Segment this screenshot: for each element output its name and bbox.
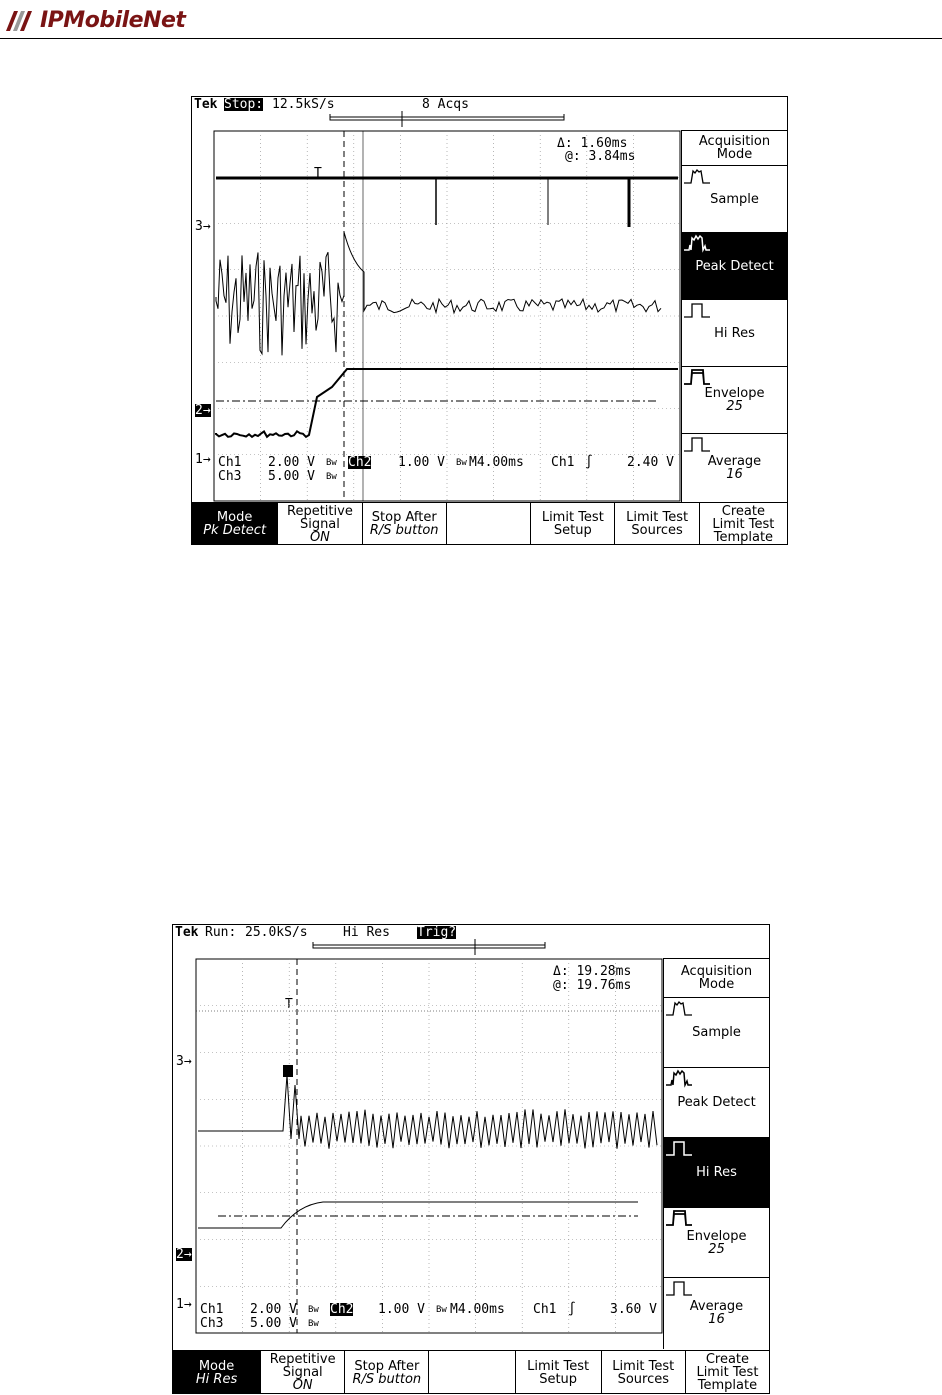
average-icon [664, 1278, 694, 1298]
trigger-level: 3.60 V [610, 1302, 657, 1317]
stop-after-value: R/S button [352, 1371, 422, 1387]
ch2-marker: 2→ [195, 403, 211, 418]
create-label-1: Create [721, 503, 765, 519]
limit-test-setup-button[interactable] [531, 503, 615, 545]
sample-label: Sample [710, 191, 759, 207]
limit-setup-label-2: Setup [553, 523, 592, 538]
ch1-volts: 2.00 V [268, 455, 315, 470]
envelope-icon [664, 1208, 694, 1228]
empty-button[interactable] [429, 1351, 515, 1394]
logo-mark-icon [4, 7, 38, 33]
sample-label: Sample [692, 1025, 741, 1040]
side-menu [663, 958, 769, 1349]
sample-icon [664, 998, 694, 1018]
sample-icon [682, 166, 712, 186]
cursor-delta: Δ: 19.28ms [553, 964, 632, 979]
trigger-level: 2.40 V [627, 455, 674, 470]
header-rule [0, 38, 942, 39]
ch1-trace [198, 1202, 638, 1228]
ch3-label: Ch3 [218, 469, 242, 484]
bottom-menu [192, 502, 787, 545]
ch2-label: Ch2 [348, 455, 372, 470]
limit-setup-label-1: Limit Test [527, 1358, 590, 1374]
hi-res-option[interactable] [664, 1138, 769, 1208]
oscilloscope-screen-1 [191, 96, 788, 545]
create-label-3: Template [697, 1378, 758, 1393]
limit-test-sources-button[interactable] [602, 1351, 686, 1394]
timebase: M4.00ms [450, 1302, 505, 1317]
ch3-label: Ch3 [200, 1316, 224, 1331]
mode-button[interactable] [192, 503, 278, 545]
trigger-source: Ch1 [551, 455, 575, 470]
ch3-volts: 5.00 V [268, 469, 315, 484]
side-menu-title-line2: Mode [698, 977, 735, 992]
ch2-trace [216, 232, 661, 355]
create-template-button[interactable] [700, 503, 787, 545]
mode-button-label: Mode [216, 510, 253, 525]
peak-detect-icon [664, 1068, 694, 1088]
repetitive-label-1: Repetitive [287, 503, 353, 519]
ch2-volts: 1.00 V [398, 455, 445, 470]
ch3-bw-icon: Βw [326, 472, 337, 482]
peak-detect-label: Peak Detect [677, 1095, 756, 1110]
average-label: Average [689, 1299, 744, 1314]
repetitive-label-2: Signal [299, 516, 340, 532]
trigger-tag [283, 1065, 293, 1077]
limit-setup-label-2: Setup [539, 1371, 578, 1387]
ch1-bw-icon: Βw [326, 458, 337, 468]
sample-rate: 25.0kS/s [245, 925, 308, 940]
ch2-label: Ch2 [330, 1302, 354, 1317]
limit-test-setup-button[interactable] [516, 1351, 602, 1394]
hi-res-label: Hi Res [696, 1165, 737, 1180]
mode-button-value: Pk Detect [203, 523, 267, 538]
ch2-marker: 2→ [176, 1247, 192, 1262]
mode-button-label: Mode [198, 1358, 235, 1374]
trigger-slope-icon: ∫ [585, 455, 593, 470]
repetitive-value: ON [292, 1378, 313, 1393]
sample-option[interactable] [682, 166, 787, 233]
side-menu-title-line1: Acquisition [698, 134, 771, 149]
peak-detect-label: Peak Detect [695, 258, 774, 274]
hi-res-label: Hi Res [714, 325, 755, 341]
ch3-bw-icon: Βw [308, 1319, 319, 1329]
timebase: M4.00ms [469, 455, 524, 470]
trigger-status: Trig? [417, 925, 457, 940]
acq-mode: Hi Res [343, 925, 390, 940]
repetitive-label-2: Signal [282, 1365, 323, 1380]
envelope-option[interactable] [664, 1208, 769, 1278]
envelope-count: 25 [708, 1241, 725, 1257]
side-menu-title-line1: Acquisition [680, 964, 753, 979]
create-label-2: Limit Test [712, 516, 775, 532]
oscilloscope-screen-2 [172, 924, 770, 1394]
empty-button[interactable] [447, 503, 531, 545]
repetitive-label-1: Repetitive [269, 1352, 336, 1367]
ch1-bw-icon: Βw [308, 1305, 319, 1315]
limit-sources-label-2: Sources [617, 1371, 669, 1387]
acq-count: 8 Acqs [422, 97, 469, 112]
record-length-bar [330, 114, 564, 120]
sample-rate: 12.5kS/s [272, 97, 335, 112]
side-menu [681, 130, 787, 503]
ch1-volts: 2.00 V [250, 1302, 297, 1317]
stop-after-button[interactable] [363, 503, 447, 545]
brand-label: Tek [194, 97, 218, 112]
limit-test-sources-button[interactable] [615, 503, 699, 545]
ch2-bw-icon: Βw [436, 1305, 447, 1315]
trigger-source: Ch1 [533, 1302, 557, 1317]
peak-detect-icon [682, 233, 712, 253]
ch1-label: Ch1 [218, 455, 242, 470]
peak-detect-option[interactable] [664, 1068, 769, 1138]
limit-sources-label-1: Limit Test [626, 510, 689, 525]
ch2-volts: 1.00 V [378, 1302, 425, 1317]
envelope-label: Envelope [704, 386, 765, 401]
side-menu-title-line2: Mode [716, 147, 753, 162]
create-label-1: Create [705, 1352, 750, 1367]
limit-sources-label-1: Limit Test [612, 1358, 675, 1374]
average-option[interactable] [682, 434, 787, 502]
envelope-label: Envelope [686, 1228, 747, 1244]
ch3-volts: 5.00 V [250, 1316, 297, 1331]
ch2-trace [198, 1075, 657, 1149]
side-menu-title [682, 131, 787, 166]
mode-button-value: Hi Res [195, 1371, 238, 1387]
average-option[interactable] [664, 1278, 769, 1348]
stop-after-label: Stop After [371, 510, 437, 525]
acq-state: Stop: [224, 97, 264, 112]
side-menu-title [664, 959, 769, 998]
create-label-3: Template [713, 529, 774, 545]
repetitive-signal-button[interactable] [261, 1351, 345, 1394]
trigger-t-marker: T [314, 166, 322, 181]
average-icon [682, 434, 712, 454]
limit-setup-label-1: Limit Test [541, 510, 604, 525]
trigger-slope-icon: ∫ [568, 1302, 576, 1317]
brand-label: Tek [175, 925, 199, 940]
envelope-option[interactable] [682, 367, 787, 434]
hi-res-icon [682, 300, 712, 320]
cursor-position: @: 19.76ms [553, 978, 632, 993]
hi-res-option[interactable] [682, 300, 787, 367]
repetitive-signal-button[interactable] [278, 503, 362, 545]
cursor-delta: Δ: 1.60ms [557, 136, 628, 151]
ch1-label: Ch1 [200, 1302, 224, 1317]
repetitive-value: ON [309, 529, 330, 545]
envelope-count: 25 [726, 399, 743, 414]
logo [4, 6, 185, 34]
trigger-t-marker: T [285, 997, 293, 1012]
stop-after-button[interactable] [345, 1351, 429, 1394]
hi-res-icon [664, 1138, 694, 1158]
bottom-menu [173, 1350, 769, 1394]
envelope-icon [682, 367, 712, 387]
stop-after-label: Stop After [354, 1358, 420, 1374]
peak-detect-option[interactable] [682, 233, 787, 300]
average-count: 16 [708, 1312, 725, 1327]
page-header [0, 0, 942, 40]
average-count: 16 [726, 467, 743, 482]
ch3-marker: 3→ [176, 1054, 192, 1069]
create-label-2: Limit Test [696, 1365, 759, 1380]
ch1-marker: 1→ [176, 1297, 192, 1312]
average-label: Average [707, 454, 762, 469]
sample-option[interactable] [664, 998, 769, 1068]
acq-state: Run: [205, 925, 237, 940]
ch2-bw-icon: Βw [456, 458, 467, 468]
ch1-marker: 1→ [195, 452, 211, 467]
record-length-bar [313, 942, 545, 948]
limit-sources-label-2: Sources [631, 523, 683, 538]
create-template-button[interactable] [686, 1351, 769, 1394]
stop-after-value: R/S button [369, 523, 439, 538]
ch3-marker: 3→ [195, 219, 211, 234]
cursor-position: @: 3.84ms [565, 149, 636, 164]
mode-button[interactable] [173, 1351, 261, 1394]
logo-text: IPMobileNet [40, 7, 186, 33]
